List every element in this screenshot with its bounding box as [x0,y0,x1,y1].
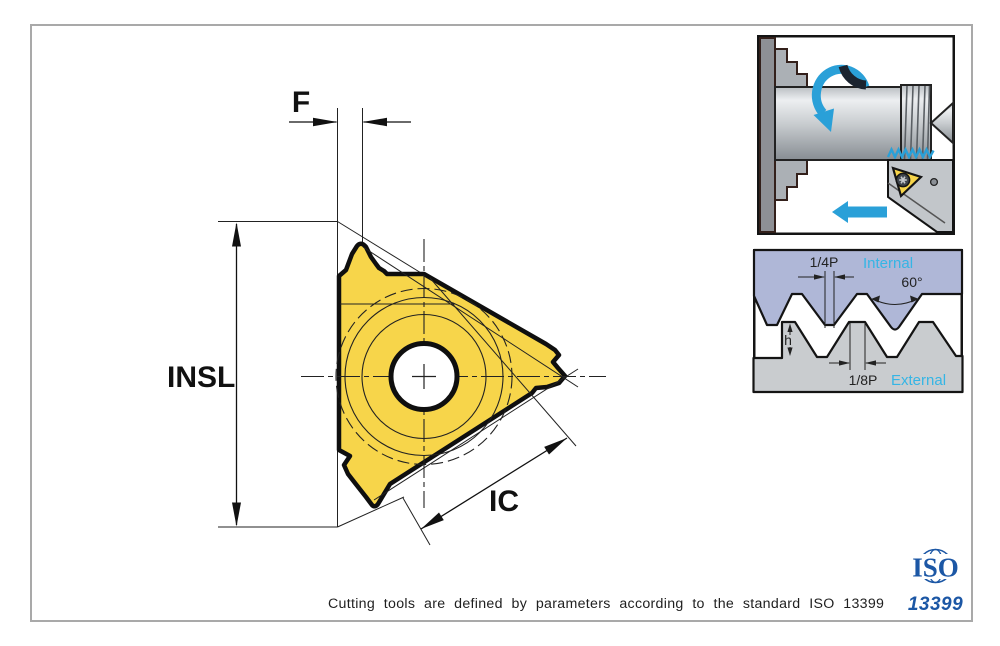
workpiece-cylinder [775,87,901,160]
internal-label: Internal [863,255,914,272]
clamp-screw-icon [931,179,938,186]
angle-label: 60° [901,274,923,290]
h-label: h [784,332,792,348]
iso-org-text: ISO [912,552,959,583]
dim-label-insl: INSL [167,361,236,394]
dim-label-f: F [291,86,311,119]
iso-logo [902,543,970,617]
quarter-pitch-label: 1/4P [809,254,839,270]
caption-text: Cutting tools are defined by parameters according to the standard ISO 13399 [328,596,885,612]
dimension-f [289,86,411,126]
turning-operation-inset [757,35,955,235]
thread-profile-inset [753,249,963,393]
iso-standard-number: 13399 [907,594,964,615]
torx-screw-icon [896,173,909,186]
dim-label-ic: IC [489,485,519,518]
external-label: External [891,372,947,389]
eighth-pitch-label: 1/8P [848,372,878,388]
dimension-insl [167,223,241,527]
